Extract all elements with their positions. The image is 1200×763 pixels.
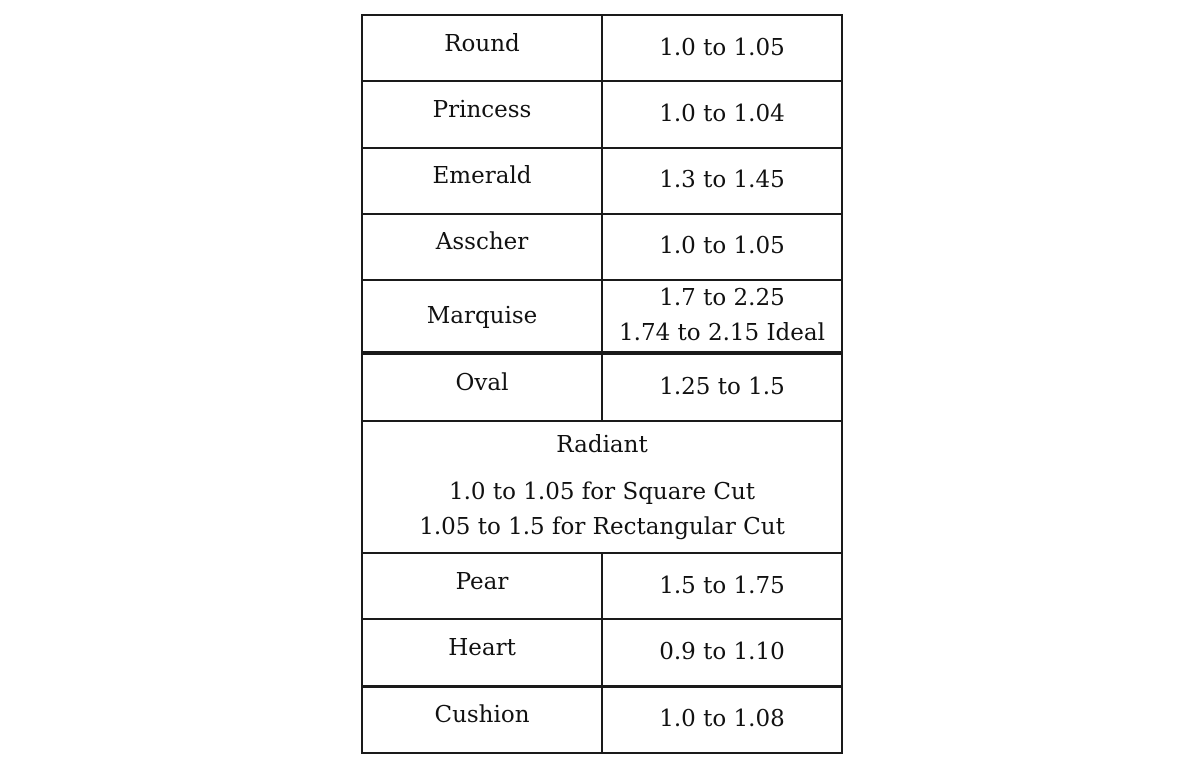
shape-name-radiant: Radiant — [556, 432, 648, 459]
ratio-value-cushion: 1.0 to 1.08 — [659, 706, 785, 733]
table-row-heart — [362, 619, 842, 686]
table-row-princess — [362, 81, 842, 147]
shape-cell — [362, 15, 602, 81]
ratio-cell — [602, 148, 842, 214]
table-row-pear — [362, 553, 842, 619]
shape-name-heart: Heart — [448, 635, 516, 662]
ratio-cell — [602, 15, 842, 81]
ratio-cell — [602, 214, 842, 280]
ratio-value-marquise-ideal: 1.74 to 2.15 Ideal — [619, 320, 825, 347]
table-row-round — [362, 15, 842, 81]
ratio-cell — [602, 553, 842, 619]
ratio-value-oval: 1.25 to 1.5 — [659, 373, 785, 400]
radiant-cell — [362, 421, 842, 554]
ratio-cell — [602, 686, 842, 753]
table-row-oval — [362, 353, 842, 420]
ratio-value-round: 1.0 to 1.05 — [659, 34, 785, 61]
ratio-value-radiant-square: 1.0 to 1.05 for Square Cut — [448, 479, 756, 506]
ratio-value-heart: 0.9 to 1.10 — [659, 639, 785, 666]
shape-cell — [362, 686, 602, 753]
shape-ratio-table — [361, 14, 843, 754]
shape-name-pear: Pear — [455, 568, 509, 595]
ratio-value-asscher: 1.0 to 1.05 — [659, 233, 785, 260]
ratio-value-emerald: 1.3 to 1.45 — [659, 167, 785, 194]
table-row-radiant — [362, 421, 842, 554]
ratio-value-princess: 1.0 to 1.04 — [659, 100, 785, 127]
shape-cell — [362, 214, 602, 280]
shape-cell — [362, 619, 602, 686]
table-row-marquise — [362, 280, 842, 353]
shape-name-oval: Oval — [455, 369, 509, 396]
ratio-value-marquise: 1.7 to 2.25 — [659, 285, 785, 312]
table-row-asscher — [362, 214, 842, 280]
ratio-cell — [602, 81, 842, 147]
ratio-cell — [602, 280, 842, 353]
ratio-cell — [602, 619, 842, 686]
shape-cell — [362, 148, 602, 214]
shape-cell — [362, 553, 602, 619]
ratio-cell — [602, 353, 842, 420]
ratio-value-radiant-rectangular: 1.05 to 1.5 for Rectangular Cut — [419, 514, 785, 541]
shape-name-cushion: Cushion — [434, 702, 530, 729]
table-row-cushion — [362, 686, 842, 753]
shape-name-round: Round — [444, 30, 520, 57]
shape-cell — [362, 280, 602, 353]
shape-cell — [362, 81, 602, 147]
shape-cell — [362, 353, 602, 420]
shape-name-princess: Princess — [432, 96, 532, 123]
shape-name-emerald: Emerald — [432, 163, 532, 190]
shape-name-asscher: Asscher — [435, 229, 529, 256]
table-row-emerald — [362, 148, 842, 214]
shape-name-marquise: Marquise — [426, 302, 538, 329]
ratio-value-pear: 1.5 to 1.75 — [659, 572, 785, 599]
